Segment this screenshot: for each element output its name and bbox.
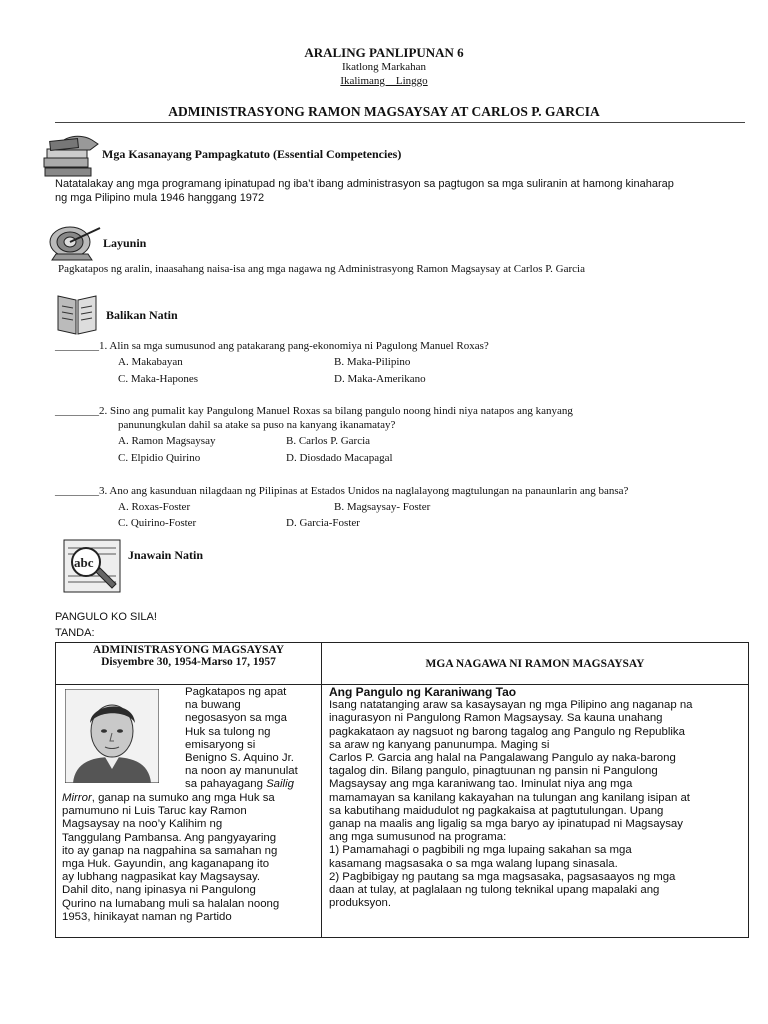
books-icon [42, 132, 100, 178]
question-2: ________2. Sino ang pumalit kay Pangulong Manuel Roxas sa bilang pangulo noong hindi niya natapos ang kanyang [55, 405, 573, 417]
open-book-icon [56, 290, 98, 336]
question-2-cont: panunungkulan dahil sa atake sa puso na kanyang ikanamatay? [118, 419, 396, 431]
answer-blank[interactable]: ________ [55, 485, 99, 497]
magsaysay-table [55, 642, 749, 938]
objective-heading: Layunin [103, 236, 147, 250]
right-text-cell: Ang Pangulo ng Karaniwang Tao Isang natatanging araw sa kasaysayan ng mga Pilipino ang naganap na inagurasyon ni Pangulong Ramon Magsaysay. Sa kauna unahang pagkakataon ay nagsuot ng barong tagalog ang Pangulo ng Republika sa araw ng kanyang panunumpa. Maging si Carlos P. Garcia ang halal na Pangalawang Pangulo ay naka-barong tagalog din. Bilang pangulo, pinagtuunan ng pansin ni Pangulong Magsaysay ang mga karaniwang tao. Iminulat niya ang mga mamamayan sa kanilang kakayahan na tulungan ang kanilang isipan at sa kabutihang maidudulot ng pagkakaisa at pagtutulungan. Upang ganap na maalis ang ligalig sa mga baryo ay ipinatupad ni Magsaysay ang mga sumusunod na programa: 1) Pamamahagi o pagbibili ng mga lupaing sakahan sa mga kasamang magsasaka o sa mga walang lupang sinasala. 2) Pagbibigay ng pautang sa mga magsasaka, pagsasaayos ng mga daan at tulay, at paglalaan ng tulong teknikal upang mapalaki ang produksyon. [322, 685, 749, 938]
q3-choice-d: D. Garcia-Foster [286, 517, 360, 529]
right-title: Ang Pangulo ng Karaniwang Tao [329, 685, 517, 699]
beside-portrait-text: Pagkatapos ng apat na buwang negosasyon sa mga Huk sa tulong ng emisaryong si Benigno S. Aquino Jr. na noon ay manunulat sa pahayagang Sailig [185, 686, 298, 791]
q1-choice-a: A. Makabayan [118, 356, 183, 368]
svg-text:abc: abc [74, 555, 94, 570]
q2-choice-c: C. Elpidio Quirino [118, 452, 201, 464]
answer-blank[interactable]: ________ [55, 340, 99, 352]
week-label: Ikalimang Linggo [340, 75, 428, 87]
col2-header: MGA NAGAWA NI RAMON MAGSAYSAY [322, 643, 749, 685]
quarter-label: Ikatlong Markahan [342, 61, 426, 73]
q3-choice-b: B. Magsaysay- Foster [334, 501, 431, 513]
objective-text: Pagkatapos ng aralin, inaasahang naisa-isa ang mga nagawa ng Administrasyong Ramon Magsaysay at Carlos P. Garcia [58, 263, 585, 275]
review-heading: Balikan Natin [106, 308, 178, 322]
q3-choice-a: A. Roxas-Foster [118, 501, 191, 513]
q2-choice-a: A. Ramon Magsaysay [118, 435, 216, 447]
left-text-cell [56, 685, 322, 938]
subject-title: ARALING PANLIPUNAN 6 [304, 45, 464, 60]
magnifier-abc-icon [60, 534, 130, 598]
q1-choice-d: D. Maka-Amerikano [334, 373, 426, 385]
q1-choice-c: C. Maka-Hapones [118, 373, 199, 385]
competencies-line-2: ng mga Pilipino mula 1946 hanggang 1972 [55, 192, 265, 204]
tanda-label: TANDA: [55, 627, 95, 639]
competencies-line-1: Natatalakay ang mga programang ipinatupad ng iba’t ibang administrasyon sa pagtugon sa mga suliranin at hamong kinaharap [55, 178, 674, 190]
competencies-heading: Mga Kasanayang Pampagkatuto (Essential Competencies) [102, 147, 402, 161]
q2-choice-b: B. Carlos P. Garcia [286, 435, 371, 447]
activity-heading: Jnawain Natin [128, 548, 204, 562]
target-icon [46, 224, 102, 262]
q1-choice-b: B. Maka-Pilipino [334, 356, 411, 368]
below-portrait-text: Mirror, ganap na sumuko ang mga Huk sa pamumuno ni Luis Taruc kay Ramon Magsaysay na noo’y Kalihim ng Tanggulang Pambansa. Ang pangyayaring ito ay ganap na nagpahina sa samahan ng mga Huk. Gayundin, ang kaganapang ito ay lubhang nagpasikat kay Magsaysay. Dahil dito, nang ipinasya ni Pangulong Qurino na lumabang muli sa halalan noong 1953, hinikayat naman ng Partido [62, 792, 280, 923]
question-3: ________3. Ano ang kasunduan nilagdaan ng Pilipinas at Estados Unidos na naglalayong magtulungan na panaunlarin ang bansa? [55, 485, 629, 497]
q2-choice-d: D. Diosdado Macapagal [286, 452, 393, 464]
ramon-magsaysay-portrait [65, 689, 159, 783]
activity-title: PANGULO KO SILA! [55, 611, 157, 623]
q3-choice-c: C. Quirino-Foster [118, 517, 197, 529]
col1-header: ADMINISTRASYONG MAGSAYSAY Disyembre 30, 1954-Marso 17, 1957 [56, 643, 322, 685]
topic-title: ADMINISTRASYONG RAMON MAGSAYSAY AT CARLOS P. GARCIA [168, 104, 600, 119]
answer-blank[interactable]: ________ [55, 405, 99, 417]
header-divider [55, 122, 745, 123]
question-1: ________1. Alin sa mga sumusunod ang patakarang pang-ekonomiya ni Pagulong Manuel Roxas? [55, 340, 489, 352]
